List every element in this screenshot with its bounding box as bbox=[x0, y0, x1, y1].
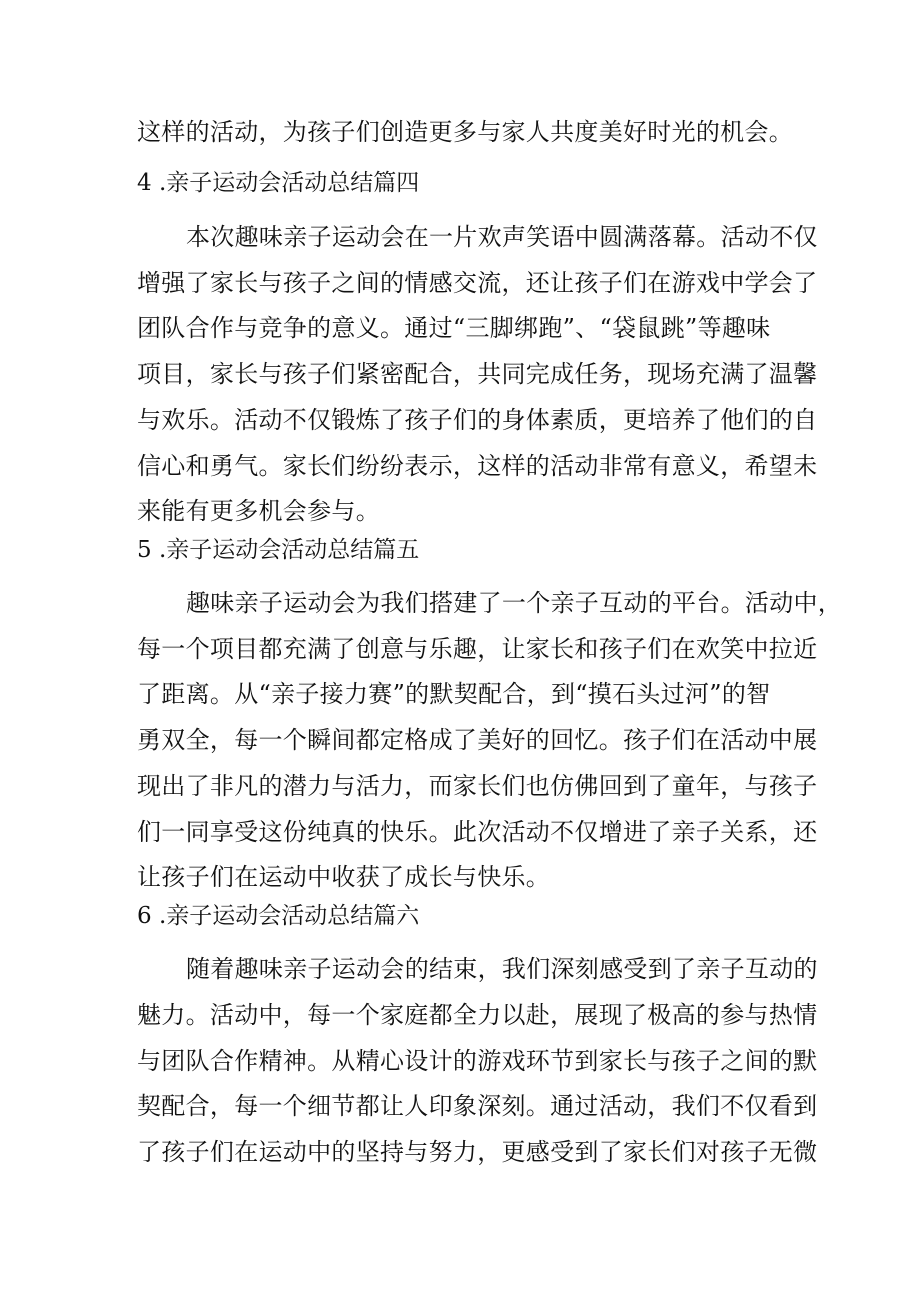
intro-line: 这样的活动，为孩子们创造更多与家人共度美好时光的机会。 bbox=[137, 118, 794, 146]
paragraph-line: 趣味亲子运动会为我们搭建了一个亲子互动的平台。活动中， bbox=[186, 589, 843, 617]
paragraph-line: 魅力。活动中，每一个家庭都全力以赴，展现了极高的参与热情 bbox=[137, 1001, 818, 1029]
paragraph-line: 信心和勇气。家长们纷纷表示，这样的活动非常有意义，希望未 bbox=[137, 452, 818, 480]
paragraph-line: 现出了非凡的潜力与活力，而家长们也仿佛回到了童年，与孩子 bbox=[137, 772, 818, 800]
paragraph-line: 随着趣味亲子运动会的结束，我们深刻感受到了亲子互动的 bbox=[186, 955, 818, 983]
paragraph-line: 来能有更多机会参与。 bbox=[137, 497, 380, 525]
paragraph-line: 项目，家长与孩子们紧密配合，共同完成任务，现场充满了温馨 bbox=[137, 360, 818, 388]
paragraph-line: 团队合作与竞争的意义。通过“三脚绑跑”、“袋鼠跳”等趣味 bbox=[137, 314, 771, 342]
paragraph-line: 增强了家长与孩子之间的情感交流，还让孩子们在游戏中学会了 bbox=[137, 269, 818, 297]
paragraph-line: 与团队合作精神。从精心设计的游戏环节到家长与孩子之间的默 bbox=[137, 1047, 818, 1075]
paragraph-line: 们一同享受这份纯真的快乐。此次活动不仅增进了亲子关系，还 bbox=[137, 818, 818, 846]
paragraph-line: 让孩子们在运动中收获了成长与快乐。 bbox=[137, 863, 551, 891]
paragraph-line: 勇双全，每一个瞬间都定格成了美好的回忆。孩子们在活动中展 bbox=[137, 726, 818, 754]
paragraph-line: 了孩子们在运动中的坚持与努力，更感受到了家长们对孩子无微 bbox=[137, 1138, 818, 1166]
paragraph-line: 契配合，每一个细节都让人印象深刻。通过活动，我们不仅看到 bbox=[137, 1092, 818, 1120]
paragraph-line: 本次趣味亲子运动会在一片欢声笑语中圆满落幕。活动不仅 bbox=[186, 223, 818, 251]
section-heading-6: 6 .亲子运动会活动总结篇六 bbox=[137, 903, 420, 929]
section-heading-5: 5 .亲子运动会活动总结篇五 bbox=[137, 537, 420, 563]
paragraph-line: 了距离。从“亲子接力赛”的默契配合，到“摸石头过河”的智 bbox=[137, 680, 771, 708]
paragraph-line: 与欢乐。活动不仅锻炼了孩子们的身体素质，更培养了他们的自 bbox=[137, 406, 818, 434]
paragraph-line: 每一个项目都充满了创意与乐趣，让家长和孩子们在欢笑中拉近 bbox=[137, 635, 818, 663]
section-heading-4: 4 .亲子运动会活动总结篇四 bbox=[137, 170, 420, 196]
